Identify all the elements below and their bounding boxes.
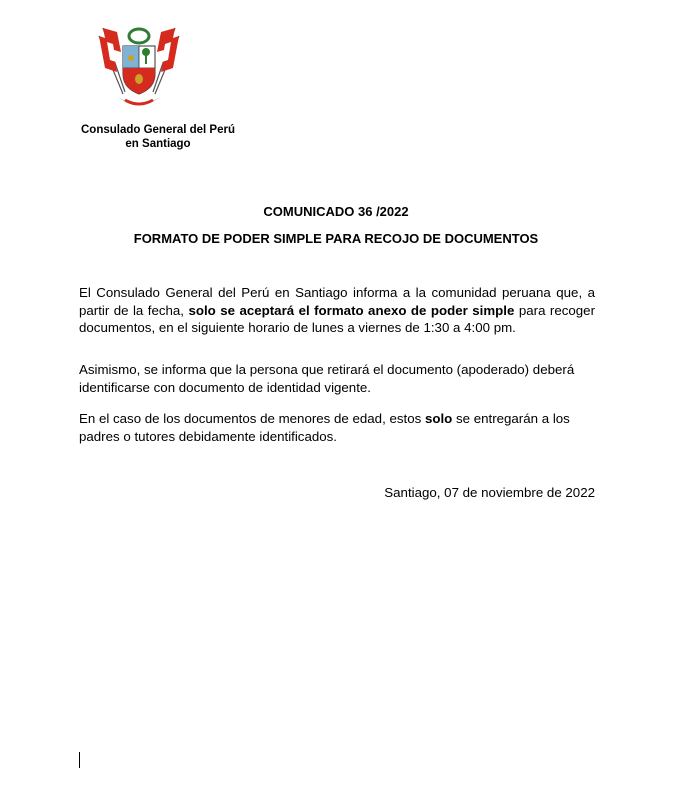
document-title: COMUNICADO 36 /2022 [263,204,409,219]
p3-text-a: En el caso de los documentos de menores de edad, estos [79,411,425,426]
org-line-2: en Santiago [125,138,191,150]
right-flags [153,28,179,94]
paragraph-2: Asimismo, se informa que la persona que retirará el documento (apoderado) deberá identificarse con documento de identidad vigente. [79,362,575,395]
paragraph-1 [79,284,595,337]
p1-text-a: El Consulado General del Perú en Santiago informa a la comunidad peruana que, a partir de la fecha, [79,285,595,318]
left-flags [99,28,125,94]
consulate-name [70,123,246,151]
paragraph-3 [79,410,595,445]
peru-coat-of-arms-logo [95,22,183,114]
wreath-icon [129,29,149,43]
document-subtitle: FORMATO DE PODER SIMPLE PARA RECOJO DE DOCUMENTOS [133,231,539,246]
text-cursor[interactable] [79,752,80,768]
p1-text-c: para recoger documentos, en el siguiente horario de lunes a viernes de 1:30 a 4:00 pm. [79,302,595,335]
p1-bold: solo se aceptará el formato anexo de poder simple [188,302,515,318]
p3-text-c: se entregarán a los padres o tutores debidamente identificados. [79,411,570,444]
org-line-1: Consulado General del Perú [80,124,235,136]
p3-bold: solo [424,411,453,426]
document-date: Santiago, 07 de noviembre de 2022 [384,485,595,500]
shield-icon [123,46,155,94]
